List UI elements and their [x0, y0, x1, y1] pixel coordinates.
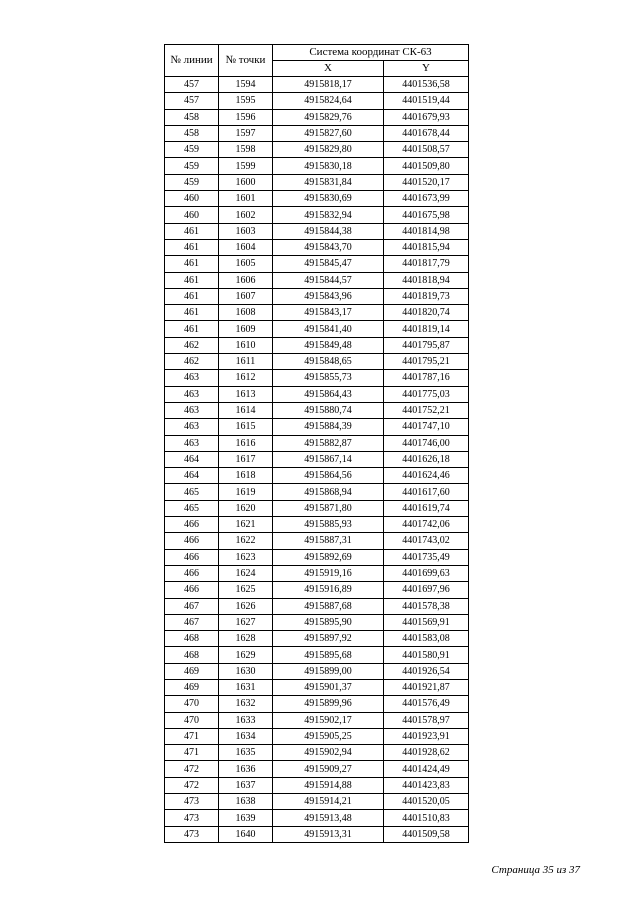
cell-line-number: 458 — [165, 125, 219, 141]
cell-line-number: 473 — [165, 810, 219, 826]
cell-point-number: 1625 — [219, 582, 273, 598]
cell-x: 4915855,73 — [273, 370, 384, 386]
cell-point-number: 1609 — [219, 321, 273, 337]
cell-point-number: 1640 — [219, 826, 273, 842]
cell-point-number: 1631 — [219, 679, 273, 695]
table-row — [165, 712, 469, 728]
cell-point-number: 1634 — [219, 728, 273, 744]
cell-point-number: 1629 — [219, 647, 273, 663]
table-row — [165, 631, 469, 647]
cell-line-number: 472 — [165, 777, 219, 793]
cell-x: 4915902,94 — [273, 745, 384, 761]
table-row — [165, 305, 469, 321]
cell-y: 4401921,87 — [384, 679, 469, 695]
cell-point-number: 1595 — [219, 93, 273, 109]
cell-line-number: 466 — [165, 533, 219, 549]
cell-y: 4401814,98 — [384, 223, 469, 239]
table-row — [165, 565, 469, 581]
cell-point-number: 1603 — [219, 223, 273, 239]
header-x: X — [273, 61, 384, 77]
table-row — [165, 451, 469, 467]
cell-point-number: 1604 — [219, 239, 273, 255]
table-row — [165, 370, 469, 386]
table-row — [165, 435, 469, 451]
cell-point-number: 1636 — [219, 761, 273, 777]
cell-line-number: 459 — [165, 158, 219, 174]
cell-point-number: 1601 — [219, 191, 273, 207]
cell-y: 4401510,83 — [384, 810, 469, 826]
table-row — [165, 256, 469, 272]
cell-point-number: 1611 — [219, 354, 273, 370]
cell-y: 4401424,49 — [384, 761, 469, 777]
cell-y: 4401697,96 — [384, 582, 469, 598]
cell-point-number: 1632 — [219, 696, 273, 712]
cell-point-number: 1627 — [219, 614, 273, 630]
cell-point-number: 1620 — [219, 500, 273, 516]
cell-line-number: 466 — [165, 549, 219, 565]
cell-x: 4915832,94 — [273, 207, 384, 223]
table-row — [165, 794, 469, 810]
cell-y: 4401569,91 — [384, 614, 469, 630]
cell-point-number: 1619 — [219, 484, 273, 500]
cell-point-number: 1596 — [219, 109, 273, 125]
cell-x: 4915844,38 — [273, 223, 384, 239]
cell-line-number: 472 — [165, 761, 219, 777]
cell-point-number: 1602 — [219, 207, 273, 223]
table-row — [165, 386, 469, 402]
cell-x: 4915843,96 — [273, 288, 384, 304]
cell-line-number: 463 — [165, 386, 219, 402]
cell-x: 4915845,47 — [273, 256, 384, 272]
cell-y: 4401509,58 — [384, 826, 469, 842]
cell-line-number: 457 — [165, 93, 219, 109]
cell-line-number: 462 — [165, 337, 219, 353]
table-row — [165, 191, 469, 207]
cell-y: 4401735,49 — [384, 549, 469, 565]
cell-y: 4401626,18 — [384, 451, 469, 467]
coordinates-table — [164, 44, 469, 843]
cell-line-number: 462 — [165, 354, 219, 370]
header-y: Y — [384, 61, 469, 77]
table-header — [165, 45, 469, 77]
cell-x: 4915841,40 — [273, 321, 384, 337]
cell-line-number: 473 — [165, 826, 219, 842]
table-row — [165, 223, 469, 239]
cell-x: 4915885,93 — [273, 517, 384, 533]
cell-y: 4401519,44 — [384, 93, 469, 109]
cell-x: 4915887,31 — [273, 533, 384, 549]
table-row — [165, 142, 469, 158]
cell-y: 4401699,63 — [384, 565, 469, 581]
table-row — [165, 125, 469, 141]
cell-point-number: 1613 — [219, 386, 273, 402]
cell-y: 4401617,60 — [384, 484, 469, 500]
cell-y: 4401619,74 — [384, 500, 469, 516]
cell-x: 4915829,76 — [273, 109, 384, 125]
cell-x: 4915895,68 — [273, 647, 384, 663]
table-row — [165, 500, 469, 516]
cell-line-number: 461 — [165, 321, 219, 337]
cell-line-number: 459 — [165, 142, 219, 158]
cell-x: 4915844,57 — [273, 272, 384, 288]
cell-y: 4401742,06 — [384, 517, 469, 533]
cell-line-number: 461 — [165, 305, 219, 321]
cell-point-number: 1626 — [219, 598, 273, 614]
cell-x: 4915831,84 — [273, 174, 384, 190]
cell-point-number: 1598 — [219, 142, 273, 158]
cell-line-number: 468 — [165, 647, 219, 663]
cell-point-number: 1621 — [219, 517, 273, 533]
header-coordinate-system: Система координат СК-63 — [273, 45, 469, 61]
cell-line-number: 466 — [165, 565, 219, 581]
cell-line-number: 461 — [165, 288, 219, 304]
cell-x: 4915892,69 — [273, 549, 384, 565]
cell-x: 4915880,74 — [273, 402, 384, 418]
cell-x: 4915867,14 — [273, 451, 384, 467]
cell-line-number: 469 — [165, 679, 219, 695]
cell-line-number: 467 — [165, 614, 219, 630]
table-row — [165, 745, 469, 761]
cell-x: 4915902,17 — [273, 712, 384, 728]
cell-y: 4401536,58 — [384, 77, 469, 93]
cell-line-number: 473 — [165, 794, 219, 810]
cell-y: 4401819,14 — [384, 321, 469, 337]
cell-x: 4915824,64 — [273, 93, 384, 109]
cell-line-number: 463 — [165, 419, 219, 435]
table-row — [165, 419, 469, 435]
table-row — [165, 777, 469, 793]
cell-x: 4915871,80 — [273, 500, 384, 516]
cell-x: 4915905,25 — [273, 728, 384, 744]
cell-x: 4915909,27 — [273, 761, 384, 777]
cell-point-number: 1624 — [219, 565, 273, 581]
cell-point-number: 1599 — [219, 158, 273, 174]
cell-point-number: 1614 — [219, 402, 273, 418]
table-row — [165, 93, 469, 109]
cell-point-number: 1635 — [219, 745, 273, 761]
cell-y: 4401787,16 — [384, 370, 469, 386]
cell-line-number: 461 — [165, 239, 219, 255]
cell-y: 4401820,74 — [384, 305, 469, 321]
cell-point-number: 1622 — [219, 533, 273, 549]
cell-point-number: 1639 — [219, 810, 273, 826]
cell-line-number: 465 — [165, 500, 219, 516]
table-row — [165, 207, 469, 223]
cell-x: 4915843,70 — [273, 239, 384, 255]
table-row — [165, 109, 469, 125]
cell-point-number: 1608 — [219, 305, 273, 321]
cell-y: 4401675,98 — [384, 207, 469, 223]
cell-x: 4915829,80 — [273, 142, 384, 158]
cell-point-number: 1623 — [219, 549, 273, 565]
cell-line-number: 471 — [165, 745, 219, 761]
cell-y: 4401928,62 — [384, 745, 469, 761]
cell-line-number: 458 — [165, 109, 219, 125]
cell-line-number: 463 — [165, 370, 219, 386]
cell-y: 4401926,54 — [384, 663, 469, 679]
cell-point-number: 1637 — [219, 777, 273, 793]
cell-x: 4915897,92 — [273, 631, 384, 647]
cell-y: 4401775,03 — [384, 386, 469, 402]
cell-point-number: 1638 — [219, 794, 273, 810]
table-row — [165, 647, 469, 663]
cell-x: 4915899,96 — [273, 696, 384, 712]
cell-line-number: 461 — [165, 272, 219, 288]
cell-point-number: 1617 — [219, 451, 273, 467]
table-row — [165, 582, 469, 598]
cell-y: 4401423,83 — [384, 777, 469, 793]
cell-line-number: 457 — [165, 77, 219, 93]
cell-y: 4401578,97 — [384, 712, 469, 728]
cell-x: 4915895,90 — [273, 614, 384, 630]
cell-point-number: 1606 — [219, 272, 273, 288]
cell-point-number: 1610 — [219, 337, 273, 353]
cell-y: 4401819,73 — [384, 288, 469, 304]
cell-line-number: 463 — [165, 402, 219, 418]
table-row — [165, 679, 469, 695]
cell-x: 4915830,18 — [273, 158, 384, 174]
cell-line-number: 466 — [165, 517, 219, 533]
cell-y: 4401747,10 — [384, 419, 469, 435]
cell-point-number: 1618 — [219, 468, 273, 484]
cell-x: 4915849,48 — [273, 337, 384, 353]
table-row — [165, 614, 469, 630]
cell-x: 4915864,56 — [273, 468, 384, 484]
table-body — [165, 77, 469, 843]
cell-y: 4401678,44 — [384, 125, 469, 141]
cell-point-number: 1630 — [219, 663, 273, 679]
cell-y: 4401673,99 — [384, 191, 469, 207]
cell-x: 4915913,31 — [273, 826, 384, 842]
cell-line-number: 461 — [165, 256, 219, 272]
cell-x: 4915901,37 — [273, 679, 384, 695]
table-row — [165, 761, 469, 777]
cell-point-number: 1597 — [219, 125, 273, 141]
cell-point-number: 1607 — [219, 288, 273, 304]
table-row — [165, 174, 469, 190]
cell-x: 4915899,00 — [273, 663, 384, 679]
table-row — [165, 337, 469, 353]
cell-x: 4915827,60 — [273, 125, 384, 141]
cell-x: 4915864,43 — [273, 386, 384, 402]
table-row — [165, 696, 469, 712]
cell-y: 4401679,93 — [384, 109, 469, 125]
cell-x: 4915916,89 — [273, 582, 384, 598]
table-row — [165, 533, 469, 549]
cell-point-number: 1633 — [219, 712, 273, 728]
cell-y: 4401818,94 — [384, 272, 469, 288]
table-row — [165, 484, 469, 500]
cell-line-number: 464 — [165, 468, 219, 484]
table-row — [165, 402, 469, 418]
cell-line-number: 471 — [165, 728, 219, 744]
cell-x: 4915868,94 — [273, 484, 384, 500]
table-row — [165, 288, 469, 304]
table-row — [165, 77, 469, 93]
cell-y: 4401624,46 — [384, 468, 469, 484]
cell-y: 4401743,02 — [384, 533, 469, 549]
table-row — [165, 354, 469, 370]
cell-point-number: 1594 — [219, 77, 273, 93]
cell-line-number: 464 — [165, 451, 219, 467]
cell-line-number: 460 — [165, 207, 219, 223]
cell-y: 4401520,05 — [384, 794, 469, 810]
cell-line-number: 468 — [165, 631, 219, 647]
cell-point-number: 1600 — [219, 174, 273, 190]
cell-y: 4401817,79 — [384, 256, 469, 272]
table-row — [165, 239, 469, 255]
cell-y: 4401576,49 — [384, 696, 469, 712]
table-row — [165, 321, 469, 337]
table-row — [165, 826, 469, 842]
table-row — [165, 468, 469, 484]
cell-line-number: 463 — [165, 435, 219, 451]
cell-y: 4401752,21 — [384, 402, 469, 418]
cell-y: 4401578,38 — [384, 598, 469, 614]
table-row — [165, 517, 469, 533]
cell-line-number: 470 — [165, 712, 219, 728]
cell-x: 4915843,17 — [273, 305, 384, 321]
table-row — [165, 810, 469, 826]
cell-x: 4915818,17 — [273, 77, 384, 93]
cell-x: 4915914,21 — [273, 794, 384, 810]
cell-line-number: 467 — [165, 598, 219, 614]
cell-y: 4401815,94 — [384, 239, 469, 255]
cell-line-number: 460 — [165, 191, 219, 207]
cell-line-number: 469 — [165, 663, 219, 679]
cell-line-number: 466 — [165, 582, 219, 598]
table-row — [165, 158, 469, 174]
cell-y: 4401508,57 — [384, 142, 469, 158]
header-point-number: № точки — [219, 45, 273, 77]
cell-point-number: 1612 — [219, 370, 273, 386]
cell-point-number: 1615 — [219, 419, 273, 435]
cell-y: 4401746,00 — [384, 435, 469, 451]
cell-point-number: 1616 — [219, 435, 273, 451]
cell-point-number: 1605 — [219, 256, 273, 272]
cell-y: 4401795,21 — [384, 354, 469, 370]
table-row — [165, 598, 469, 614]
table-row — [165, 272, 469, 288]
cell-x: 4915848,65 — [273, 354, 384, 370]
cell-point-number: 1628 — [219, 631, 273, 647]
cell-y: 4401923,91 — [384, 728, 469, 744]
header-line-number: № линии — [165, 45, 219, 77]
table-row — [165, 663, 469, 679]
cell-x: 4915884,39 — [273, 419, 384, 435]
cell-x: 4915914,88 — [273, 777, 384, 793]
table-row — [165, 728, 469, 744]
cell-y: 4401795,87 — [384, 337, 469, 353]
cell-x: 4915913,48 — [273, 810, 384, 826]
cell-y: 4401509,80 — [384, 158, 469, 174]
cell-line-number: 461 — [165, 223, 219, 239]
cell-y: 4401580,91 — [384, 647, 469, 663]
cell-x: 4915887,68 — [273, 598, 384, 614]
table-row — [165, 549, 469, 565]
cell-line-number: 470 — [165, 696, 219, 712]
page-number: Страница 35 из 37 — [491, 864, 580, 876]
cell-line-number: 459 — [165, 174, 219, 190]
cell-x: 4915882,87 — [273, 435, 384, 451]
cell-x: 4915919,16 — [273, 565, 384, 581]
cell-y: 4401520,17 — [384, 174, 469, 190]
cell-x: 4915830,69 — [273, 191, 384, 207]
cell-y: 4401583,08 — [384, 631, 469, 647]
cell-line-number: 465 — [165, 484, 219, 500]
